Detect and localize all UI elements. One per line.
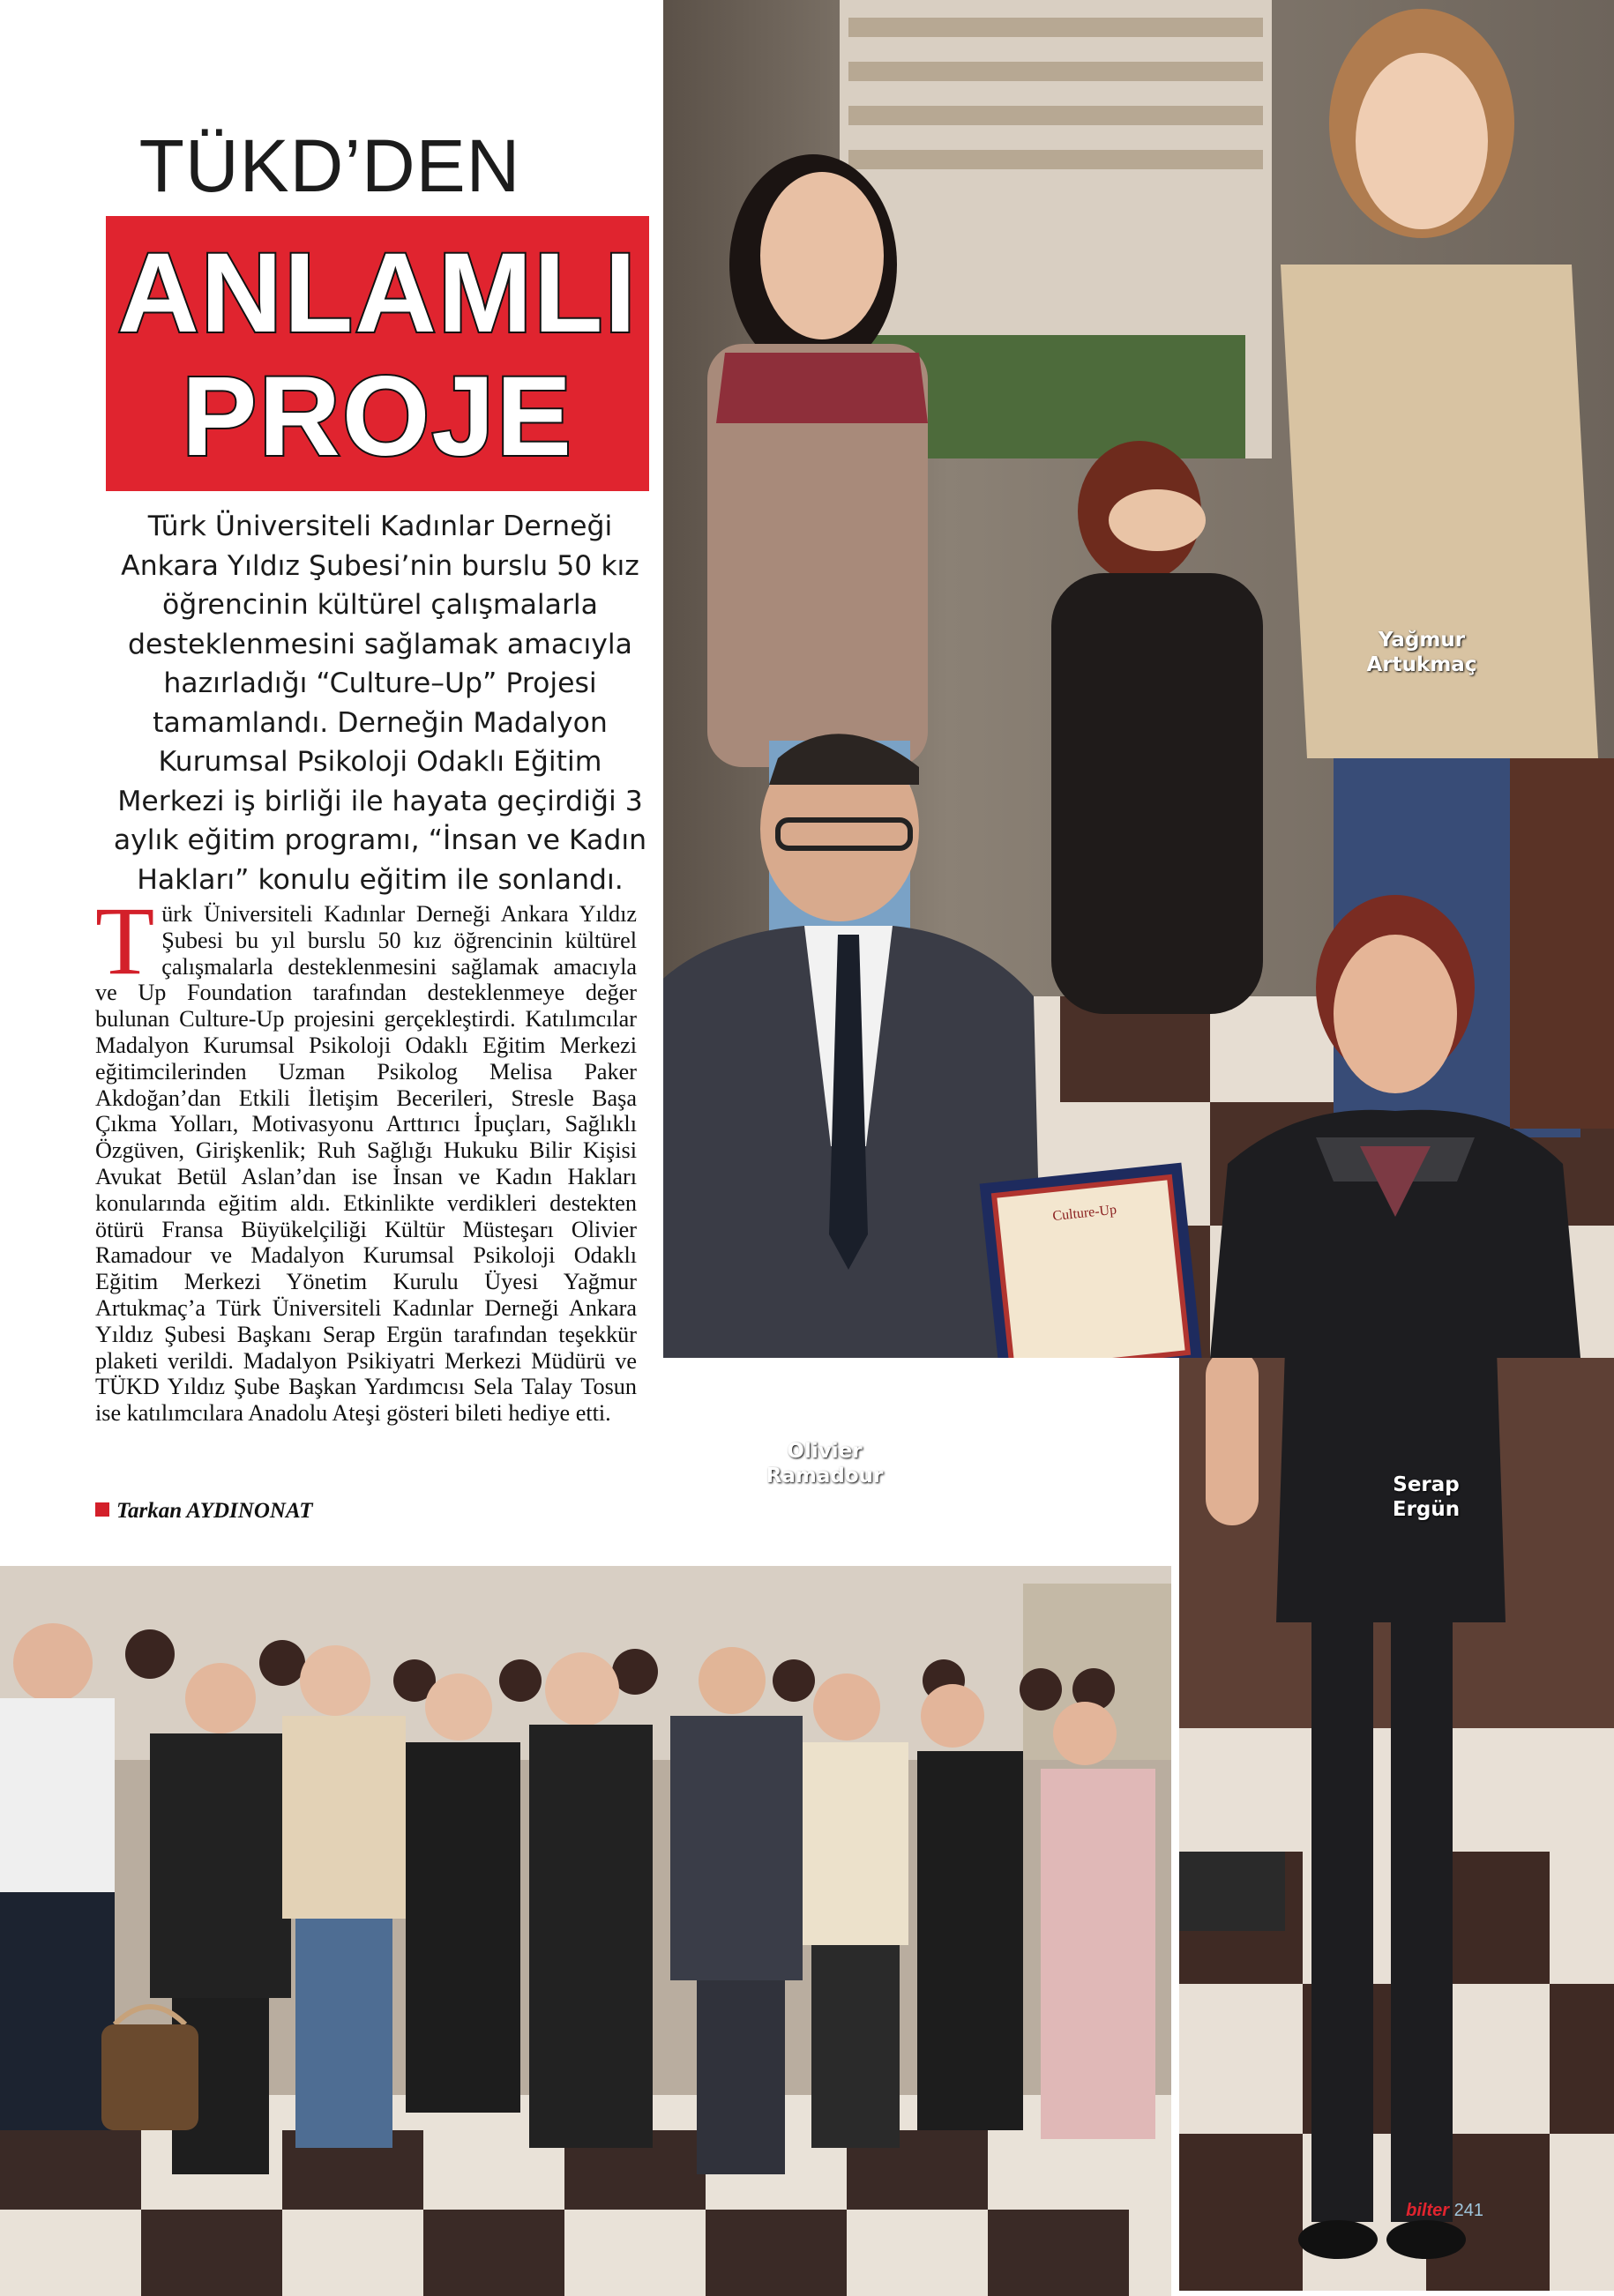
lead-paragraph: Türk Üniversiteli Kadınlar Derneği Ankara Yıldız Şubesi’nin burslu 50 kız öğrencinin kültürel çalışmalarla desteklenmesini sağlamak amacıyla hazırladığı “Culture–Up” Projesi tamamlandı. Derneğin Madalyon Kurumsal Psikoloji Odaklı Eğitim Merkezi iş birliği ile hayata geçirdiği 3 aylık eğitim programı, “İnsan ve Kadın Hakları” konulu eğitim ile sonlandı. (113, 511, 647, 896)
caption-yagmur-first: Yağmur (1378, 629, 1466, 652)
caption-serap (1356, 1472, 1497, 1522)
headline-line-1: ANLAMLI (117, 230, 638, 356)
plaque-title: Culture-Up (1051, 1202, 1117, 1225)
photo-group (0, 1561, 1177, 2296)
photo-handshake (663, 0, 1614, 1358)
caption-yagmur (1334, 628, 1510, 677)
drop-cap: T (95, 887, 155, 995)
page-number: 241 (1453, 2201, 1483, 2220)
headline-box (106, 216, 649, 491)
photo-serap (1179, 1358, 1614, 2291)
page-footer (1406, 2201, 1483, 2221)
article-body (95, 887, 637, 1427)
caption-olivier-last: Ramadour (766, 1465, 884, 1487)
headline-line-2: PROJE (182, 354, 573, 480)
photo-group-image (0, 1566, 1171, 2296)
caption-serap-first: Serap (1393, 1473, 1460, 1496)
byline-square-icon (95, 1502, 109, 1517)
byline (95, 1499, 313, 1524)
headline-kicker: TÜKD’DEN (138, 124, 521, 207)
byline-author: Tarkan AYDINONAT (116, 1499, 313, 1523)
photo-handshake-image (663, 0, 1614, 1358)
caption-olivier-first: Olivier (787, 1440, 863, 1463)
article-text: ürk Üniversiteli Kadınlar Derneği Ankara Yıldız Şubesi bu yıl burslu 50 kız öğrencinin kültürel çalışmalarla desteklenmesini sağlamak amacıyla ve Up Foundation tarafından desteklenmeye değer bulunan Culture-Up projesini gerçekleştirdi. Katılımcılar Madalyon Kurumsal Psikoloji Odaklı Eğitim Merkezi eğitimcilerinden Uzman Psikolog Melisa Paker Akdoğan’dan Etkili İletişim Becerileri, Stresle Başa Çıkma Yolları, Motivasyonu Arttırıcı İpuçları, Sağlıklı Özgüven, Girişkenlik; Ruh Sağlığı Hukuku Bilir Kişisi Avukat Betül Aslan’dan ise İnsan ve Kadın Hakları konularında eğitim aldı. Etkinlikte verdikleri destekten ötürü Fransa Büyükelçiliği Kültür Müsteşarı Olivier Ramadour ve Madalyon Kurumsal Psikoloji Odaklı Eğitim Merkezi Yönetim Kurulu Üyesi Yağmur Artukmaç’a Türk Üniversiteli Kadınlar Derneği Ankara Yıldız Şubesi Başkanı Serap Ergün tarafından teşekkür plaketi verildi. Madalyon Psikiyatri Merkezi Müdürü ve TÜKD Yıldız Şube Başkan Yardımcısı Sela Talay Tosun ise katılımcılara Anadolu Ateşi gösteri bileti hediye etti. (95, 901, 637, 1427)
magazine-name: bilter (1406, 2201, 1450, 2220)
caption-olivier-block (745, 1439, 904, 1488)
caption-yagmur-last: Artukmaç (1366, 653, 1477, 676)
caption-serap-last: Ergün (1392, 1498, 1461, 1521)
